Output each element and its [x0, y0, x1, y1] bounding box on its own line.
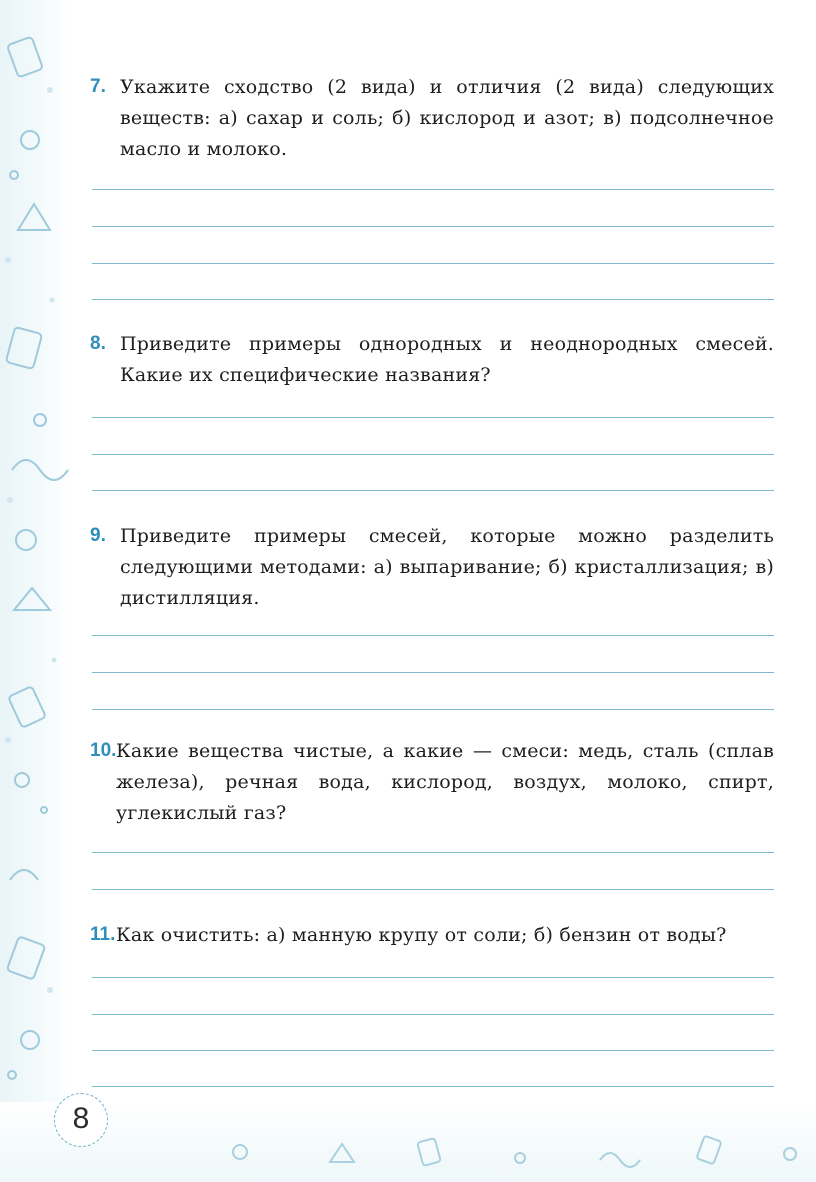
answer-line[interactable] [92, 417, 774, 418]
decorative-footer [0, 1102, 816, 1182]
answer-line[interactable] [92, 977, 774, 978]
answer-line[interactable] [92, 490, 774, 491]
task-8 [90, 329, 774, 391]
answer-line[interactable] [92, 226, 774, 227]
task-7 [90, 72, 774, 165]
task-9 [90, 521, 774, 614]
task-number: 10. [90, 740, 117, 761]
answer-line[interactable] [92, 709, 774, 710]
task-question: Укажите сходство (2 вида) и отличия (2 вида) следующих веществ: а) сахар и соль; б) кислород и азот; в) подсолнечное масло и молоко. [120, 76, 774, 160]
answer-line[interactable] [92, 852, 774, 853]
task-number: 7. [90, 76, 106, 97]
answer-line[interactable] [92, 189, 774, 190]
answer-line[interactable] [92, 454, 774, 455]
task-question: Приведите примеры однородных и неоднородных смесей. Какие их специфические названия? [120, 333, 774, 386]
task-number: 9. [90, 525, 106, 546]
answer-line[interactable] [92, 1050, 774, 1051]
answer-line[interactable] [92, 672, 774, 673]
answer-line[interactable] [92, 263, 774, 264]
task-question: Как очистить: а) манную крупу от соли; б) бензин от воды? [116, 924, 727, 946]
page-number-badge [54, 1093, 108, 1147]
answer-line[interactable] [92, 299, 774, 300]
task-question: Приведите примеры смесей, которые можно разделить следующими методами: а) выпаривание; б) кристаллизация; в) дистилляция. [120, 525, 774, 609]
task-10 [90, 736, 774, 829]
answer-line[interactable] [92, 1014, 774, 1015]
answer-line[interactable] [92, 1086, 774, 1087]
answer-line[interactable] [92, 889, 774, 890]
footer-doodles-icon [0, 1102, 816, 1182]
task-11 [90, 920, 774, 951]
page-number: 8 [72, 1102, 90, 1135]
decorative-margin [0, 0, 74, 1182]
chemistry-doodles-icon [0, 0, 74, 1182]
task-question: Какие вещества чистые, а какие — смеси: медь, сталь (сплав железа), речная вода, кислород, воздух, молоко, спирт, углекислый газ? [116, 740, 774, 824]
task-number: 8. [90, 333, 106, 354]
task-number: 11. [90, 924, 116, 945]
answer-line[interactable] [92, 635, 774, 636]
